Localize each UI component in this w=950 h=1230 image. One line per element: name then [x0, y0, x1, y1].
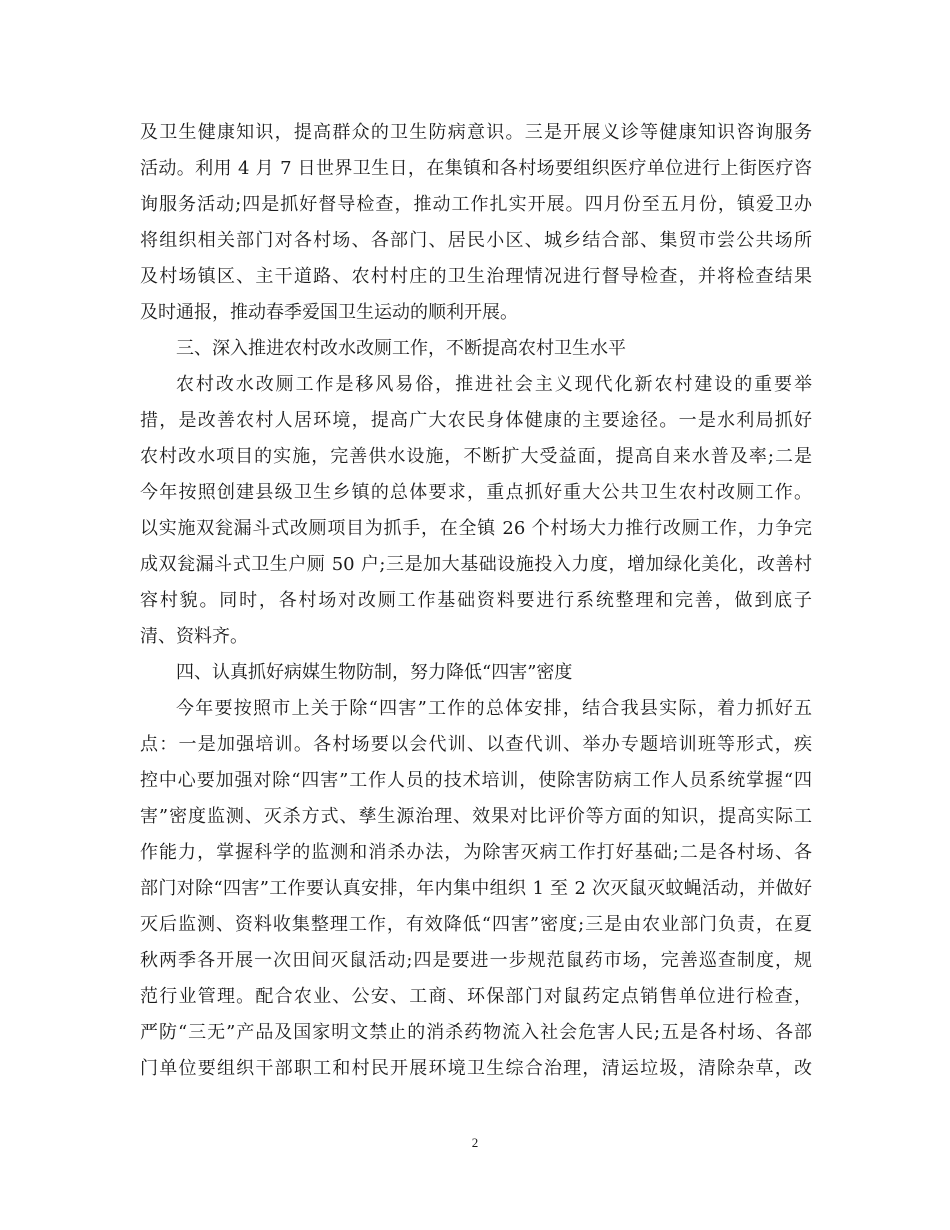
text-line: 秋两季各开展一次田间灭鼠活动;四是要进一步规范鼠药市场，完善巡查制度，规 — [140, 950, 812, 971]
text-line: 今年要按照市上关于除“四害”工作的总体安排，结合我县实际，着力抓好五 — [176, 698, 812, 719]
text-line: 及卫生健康知识，提高群众的卫生防病意识。三是开展义诊等健康知识咨询服务 — [140, 122, 812, 143]
document-body — [140, 115, 812, 1087]
text-line: 控中心要加强对除“四害”工作人员的技术培训，使除害防病工作人员系统掌握“四 — [140, 770, 812, 791]
text-line: 成双瓮漏斗式卫生户厕 50 户;三是加大基础设施投入力度，增加绿化美化，改善村 — [140, 554, 812, 575]
text-line: 农村改水改厕工作是移风易俗，推进社会主义现代化新农村建设的重要举 — [176, 374, 812, 395]
text-line: 清、资料齐。 — [140, 626, 248, 647]
text-line: 四、认真抓好病媒生物防制，努力降低“四害”密度 — [176, 662, 573, 683]
text-line: 害”密度监测、灭杀方式、孳生源治理、效果对比评价等方面的知识，提高实际工 — [140, 806, 812, 827]
text-line: 作能力，掌握科学的监测和消杀办法，为除害灭病工作打好基础;二是各村场、各 — [140, 842, 812, 863]
text-line: 及村场镇区、主干道路、农村村庄的卫生治理情况进行督导检查，并将检查结果 — [140, 266, 812, 287]
text-line: 农村改水项目的实施，完善供水设施，不断扩大受益面，提高自来水普及率;二是 — [140, 446, 812, 467]
text-line: 严防“三无”产品及国家明文禁止的消杀药物流入社会危害人民;五是各村场、各部 — [140, 1022, 812, 1043]
text-line: 三、深入推进农村改水改厕工作，不断提高农村卫生水平 — [176, 338, 626, 359]
text-line: 容村貌。同时，各村场对改厕工作基础资料要进行系统整理和完善，做到底子 — [140, 590, 812, 611]
text-line: 部门对除“四害”工作要认真安排，年内集中组织 1 至 2 次灭鼠灭蚊蝇活动，并做好 — [140, 878, 812, 899]
text-line: 灭后监测、资料收集整理工作，有效降低“四害”密度;三是由农业部门负责，在夏 — [140, 914, 812, 935]
page-number: 2 — [471, 1135, 479, 1150]
text-line: 将组织相关部门对各村场、各部门、居民小区、城乡结合部、集贸市尝公共场所 — [140, 230, 812, 251]
text-line: 询服务活动;四是抓好督导检查，推动工作扎实开展。四月份至五月份，镇爱卫办 — [140, 194, 812, 215]
text-line: 点：一是加强培训。各村场要以会代训、以查代训、举办专题培训班等形式，疾 — [140, 734, 812, 755]
text-line: 及时通报，推动春季爱国卫生运动的顺利开展。 — [140, 302, 518, 323]
text-line: 措，是改善农村人居环境，提高广大农民身体健康的主要途径。一是水利局抓好 — [140, 410, 812, 431]
text-line: 门单位要组织干部职工和村民开展环境卫生综合治理，清运垃圾，清除杂草，改 — [140, 1058, 812, 1079]
text-line: 以实施双瓮漏斗式改厕项目为抓手，在全镇 26 个村场大力推行改厕工作，力争完 — [140, 518, 812, 539]
text-line: 范行业管理。配合农业、公安、工商、环保部门对鼠药定点销售单位进行检查， — [140, 986, 812, 1007]
text-line: 今年按照创建县级卫生乡镇的总体要求，重点抓好重大公共卫生农村改厕工作。 — [140, 482, 812, 503]
text-line: 活动。利用 4 月 7 日世界卫生日，在集镇和各村场要组织医疗单位进行上街医疗咨 — [140, 158, 812, 179]
